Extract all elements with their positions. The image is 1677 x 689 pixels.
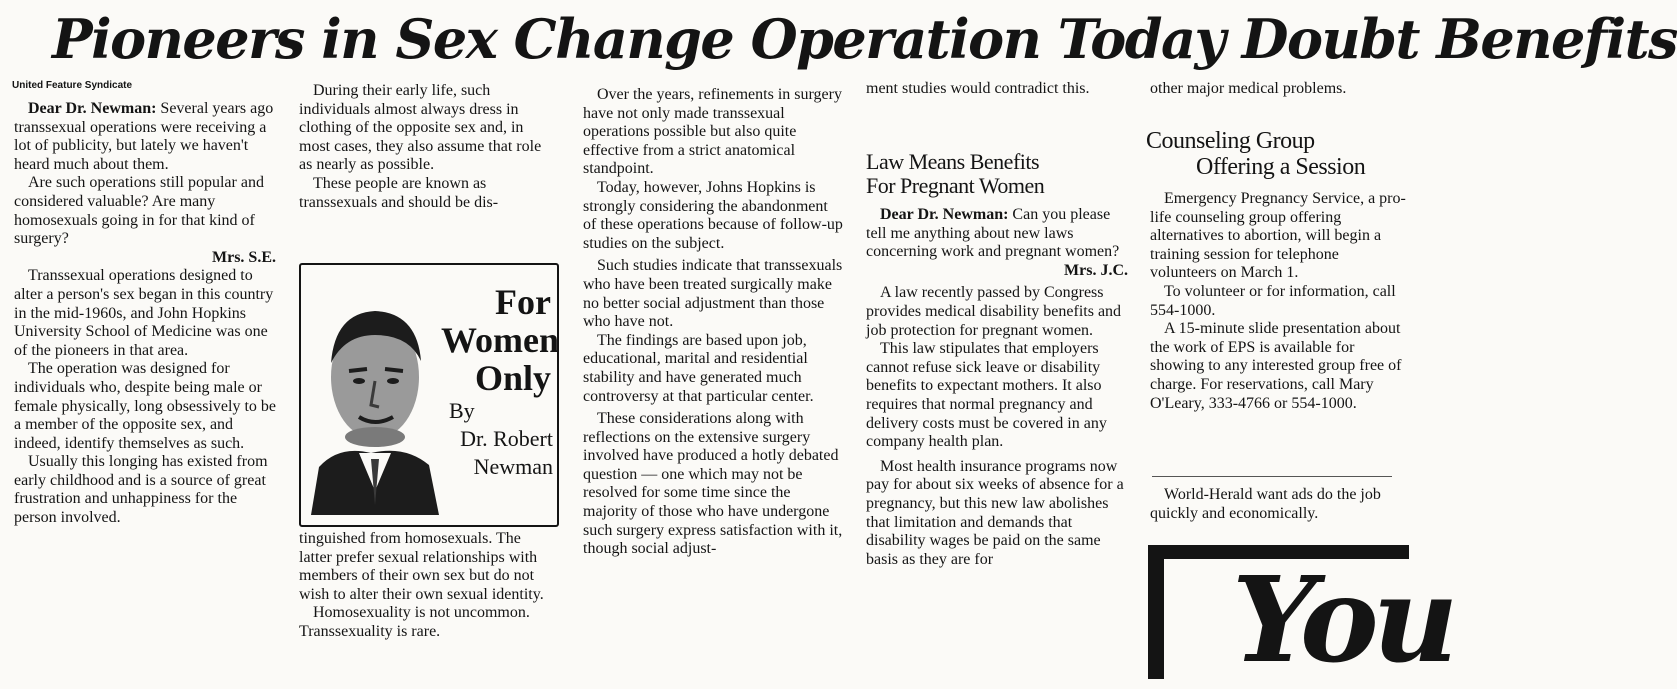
paragraph: tinguished from homosexuals. The latter prefer sexual relationships with members of their own sex but do not wish to alter their own sexual identity. [299,530,544,603]
column-5-top [1150,80,1409,99]
paragraph: These considerations along with reflections on the extensive surgery involved have produced a hotly debated question — one which may not be resolved for some time since the majority of those who have undergone such surgery express satisfaction with it, though social adjust- [583,410,843,558]
column-2-top [299,82,557,212]
column-logo [299,263,559,527]
want-ads-note [1150,486,1409,523]
subhead-counseling [1146,128,1365,180]
headline: Pioneers in Sex Change Operation Today Doubt Benefits [52,7,1677,71]
byline-author: Dr. Robert Newman [460,426,553,479]
paragraph: Over the years, refinements in surgery have not only made transsexual operations possible but also quite effective from a strict anatomical standpoint. [583,86,842,178]
column-3 [583,86,845,559]
column-2-bottom [299,530,557,642]
paragraph: Today, however, Johns Hopkins is strongly considering the abandonment of these operations because of follow-up studies on the subject. [583,178,843,252]
salutation: Dear Dr. Newman: [880,206,1009,223]
letter-1 [14,100,276,174]
column-4-top [866,80,1128,99]
author-portrait [309,277,441,515]
signature: Mrs. J.C. [1064,261,1128,279]
advertisement-word: You [1232,550,1453,689]
subhead-line: Law Means Benefits [866,149,1040,174]
paragraph: To volunteer or for information, call 554-1000. [1150,282,1396,319]
paragraph: During their early life, such individuals almost always dress in clothing of the opposite sex and, in most cases, they also assume that role as nearly as possible. [299,82,542,174]
salutation: Dear Dr. Newman: [28,100,157,117]
subhead-line: For Pregnant Women [866,173,1045,198]
divider [1152,476,1392,477]
paragraph: World-Herald want ads do the job quickly and economically. [1150,486,1381,522]
paragraph: A law recently passed by Congress provides medical disability benefits and job protection for pregnant women. [866,284,1122,339]
paragraph: These people are known as transsexuals and should be dis- [299,174,499,211]
subhead-line: Counseling Group [1146,128,1315,154]
syndicate-credit: United Feature Syndicate [12,80,133,91]
paragraph: Usually this longing has existed from early childhood and is a source of great frustration and unhappiness for the person involved. [14,453,268,527]
column-4 [866,206,1128,569]
letter-2 [866,206,1128,262]
letter-1-text: Several years ago transsexual operations were receiving a lot of publicity, but lately we haven't heard much about them. [14,100,274,173]
paragraph: This law stipulates that employers cannot refuse sick leave or disability benefits to expectant mothers. It also requires that normal pregnancy and delivery costs must be covered in any company health plan. [866,340,1107,451]
paragraph: Most health insurance programs now pay for about six weeks of absence for a pregnancy, but this new law abolishes that limitation and demands that disability wages be paid on the same basis as they are for [866,457,1124,568]
byline [449,397,553,481]
subhead-line: Offering a Session [1196,154,1366,180]
paragraph: A 15-minute slide presentation about the work of EPS is available for showing to any interested group free of charge. For reservations, call Mary O'Leary, 333-4766 or 554-1000. [1150,320,1402,412]
paragraph: Are such operations still popular and considered valuable? Are many homosexuals going in for that kind of surgery? [14,174,264,248]
paragraph: Emergency Pregnancy Service, a pro-life counseling group offering alternatives to abortion, will begin a training session for telephone volunteers on March 1. [1150,190,1406,282]
paragraph: The findings are based upon job, educational, marital and residential stability and have generated much controversy at that particular center. [583,331,814,405]
signature: Mrs. S.E. [212,248,276,266]
paragraph: The operation was designed for individuals who, despite being male or female physically, long obsessively to be a member of the opposite sex, and indeed, identify themselves as such. [14,360,277,452]
paragraph: Such studies indicate that transsexuals who have been treated surgically make no better social adjustment than those who have not. [583,257,843,331]
byline-by: By [449,398,475,423]
column-title: For Women Only [441,282,560,398]
letter-2-text: Can you please tell me anything about new laws concerning work and pregnant women? [866,206,1120,261]
paragraph: other major medical problems. [1150,80,1347,97]
paragraph: ment studies would contradict this. [866,80,1090,97]
subhead-law [866,150,1044,198]
paragraph: Homosexuality is not uncommon. Transsexuality is rare. [299,604,530,640]
column-1 [14,100,276,528]
column-5 [1150,190,1409,413]
paragraph: Transsexual operations designed to alter a person's sex began in this country in the mid-1960s, and John Hopkins University School of Medicine was one of the pioneers in that area. [14,267,274,359]
